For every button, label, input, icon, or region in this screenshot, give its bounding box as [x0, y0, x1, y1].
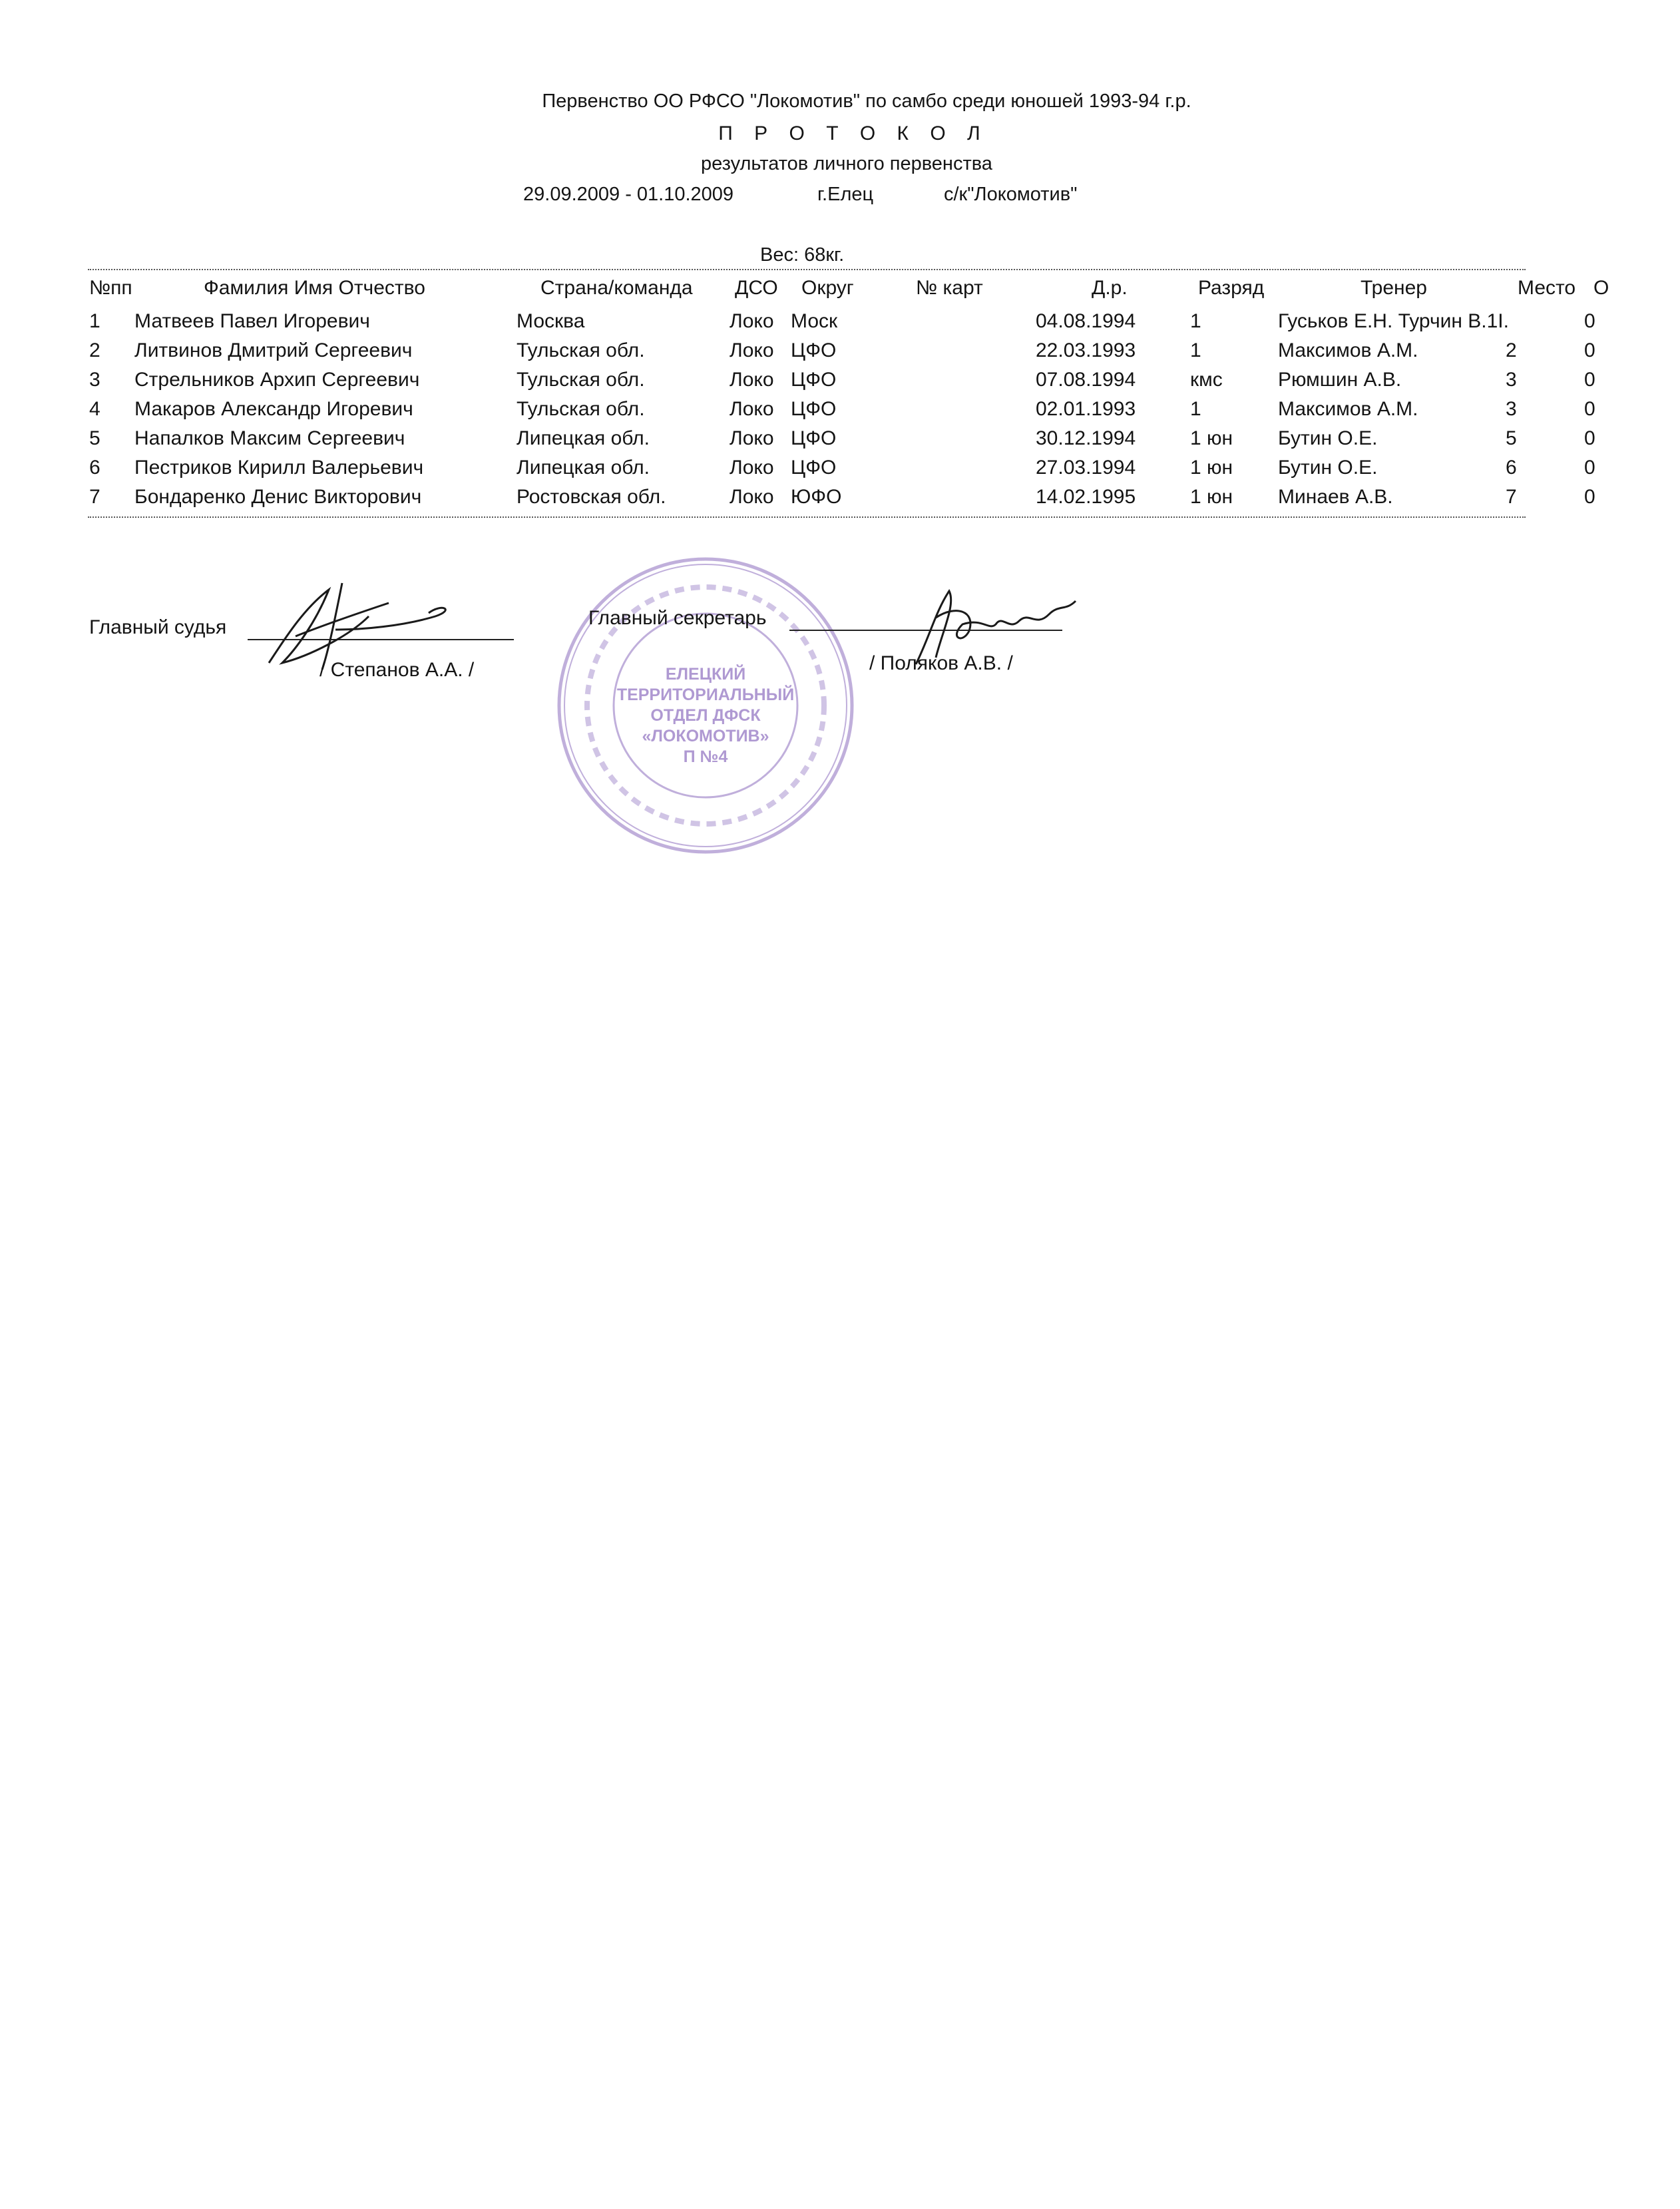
- competition-venue: с/к"Локомотив": [944, 184, 1078, 205]
- chief-judge-name: / Степанов А.А. /: [319, 659, 475, 681]
- athlete-coach: Бутин О.Е.: [1278, 457, 1378, 479]
- athlete-dso: Локо: [730, 486, 774, 508]
- athlete-o: 0: [1584, 398, 1595, 420]
- col-place: Место: [1518, 277, 1576, 299]
- athlete-o: 0: [1584, 369, 1595, 391]
- athlete-dob: 14.02.1995: [1036, 486, 1136, 508]
- athlete-name: Стрельников Архип Сергеевич: [134, 369, 420, 391]
- athlete-team: Тульская обл.: [517, 398, 645, 420]
- athlete-o: 0: [1584, 486, 1595, 508]
- athlete-dso: Локо: [730, 369, 774, 391]
- athlete-dso: Локо: [730, 457, 774, 479]
- athlete-dso: Локо: [730, 310, 774, 332]
- athlete-place: 3: [1506, 369, 1517, 391]
- col-name: Фамилия Имя Отчество: [204, 277, 425, 299]
- athlete-place: 2: [1506, 339, 1517, 361]
- col-okrug: Округ: [801, 277, 854, 299]
- col-coach: Тренер: [1361, 277, 1427, 299]
- athlete-okrug: ЦФО: [791, 339, 837, 361]
- athlete-rank: 1 юн: [1190, 457, 1233, 479]
- athlete-okrug: ЦФО: [791, 427, 837, 449]
- athlete-dso: Локо: [730, 398, 774, 420]
- athlete-okrug: ЦФО: [791, 369, 837, 391]
- weight-category: Вес: 68кг.: [760, 244, 845, 266]
- row-number: 1: [89, 310, 101, 332]
- row-number: 3: [89, 369, 101, 391]
- athlete-okrug: ЮФО: [791, 486, 842, 508]
- table-row: [0, 457, 1680, 486]
- athlete-place: 7: [1506, 486, 1517, 508]
- athlete-dso: Локо: [730, 427, 774, 449]
- athlete-coach: Рюмшин А.В.: [1278, 369, 1402, 391]
- table-row: [0, 369, 1680, 398]
- athlete-dob: 30.12.1994: [1036, 427, 1136, 449]
- athlete-rank: 1 юн: [1190, 427, 1233, 449]
- col-o: О: [1593, 277, 1609, 299]
- athlete-okrug: ЦФО: [791, 398, 837, 420]
- col-rank: Разряд: [1198, 277, 1265, 299]
- chief-secretary-label: Главный секретарь: [588, 607, 767, 629]
- table-row: [0, 310, 1680, 339]
- athlete-name: Напалков Максим Сергеевич: [134, 427, 405, 449]
- competition-dates: 29.09.2009 - 01.10.2009: [523, 184, 734, 205]
- athlete-dob: 27.03.1994: [1036, 457, 1136, 479]
- athlete-place: 5: [1506, 427, 1517, 449]
- athlete-name: Литвинов Дмитрий Сергеевич: [134, 339, 413, 361]
- chief-secretary-name: / Поляков А.В. /: [869, 652, 1013, 674]
- athlete-team: Тульская обл.: [517, 339, 645, 361]
- athlete-coach: Минаев А.В.: [1278, 486, 1393, 508]
- athlete-rank: 1: [1190, 339, 1201, 361]
- athlete-place: 6: [1506, 457, 1517, 479]
- athlete-name: Бондаренко Денис Викторович: [134, 486, 422, 508]
- athlete-rank: 1: [1190, 398, 1201, 420]
- protocol-title: П Р О Т О К О Л: [718, 122, 988, 144]
- athlete-okrug: ЦФО: [791, 457, 837, 479]
- athlete-rank: кмс: [1190, 369, 1223, 391]
- athlete-o: 0: [1584, 310, 1595, 332]
- athlete-rank: 1: [1190, 310, 1201, 332]
- athlete-o: 0: [1584, 457, 1595, 479]
- row-number: 2: [89, 339, 101, 361]
- table-bottom-divider: [88, 516, 1526, 518]
- athlete-dob: 22.03.1993: [1036, 339, 1136, 361]
- athlete-team: Липецкая обл.: [517, 457, 650, 479]
- stamp-line-3: ОТДЕЛ ДФСК: [650, 706, 761, 725]
- table-row: [0, 486, 1680, 515]
- competition-city: г.Елец: [817, 184, 874, 205]
- athlete-rank: 1 юн: [1190, 486, 1233, 508]
- row-number: 5: [89, 427, 101, 449]
- athlete-place: 3: [1506, 398, 1517, 420]
- athlete-o: 0: [1584, 427, 1595, 449]
- chief-judge-label: Главный судья: [89, 616, 227, 638]
- protocol-subtitle: результатов личного первенства: [701, 153, 992, 174]
- stamp-line-5: П №4: [683, 747, 728, 766]
- athlete-team: Тульская обл.: [517, 369, 645, 391]
- stamp-line-1: ЕЛЕЦКИЙ: [665, 665, 746, 684]
- athlete-coach: Максимов А.М.: [1278, 398, 1418, 420]
- row-number: 7: [89, 486, 101, 508]
- stamp-line-4: «ЛОКОМОТИВ»: [642, 727, 769, 745]
- col-dso: ДСО: [735, 277, 778, 299]
- table-row: [0, 427, 1680, 457]
- row-number: 4: [89, 398, 101, 420]
- table-row: [0, 398, 1680, 427]
- row-number: 6: [89, 457, 101, 479]
- athlete-dso: Локо: [730, 339, 774, 361]
- athlete-team: Ростовская обл.: [517, 486, 666, 508]
- stamp-text-block: [552, 552, 859, 859]
- athlete-name: Макаров Александр Игоревич: [134, 398, 413, 420]
- athlete-okrug: Моск: [791, 310, 838, 332]
- col-num: №пп: [89, 277, 132, 299]
- athlete-coach: Бутин О.Е.: [1278, 427, 1378, 449]
- athlete-dob: 07.08.1994: [1036, 369, 1136, 391]
- col-dob: Д.р.: [1092, 277, 1128, 299]
- athlete-name: Матвеев Павел Игоревич: [134, 310, 370, 332]
- athlete-coach: Максимов А.М.: [1278, 339, 1418, 361]
- header-divider: [88, 269, 1526, 270]
- athlete-name: Пестриков Кирилл Валерьевич: [134, 457, 424, 479]
- table-row: [0, 339, 1680, 369]
- athlete-dob: 04.08.1994: [1036, 310, 1136, 332]
- athlete-dob: 02.01.1993: [1036, 398, 1136, 420]
- athlete-team: Липецкая обл.: [517, 427, 650, 449]
- athlete-o: 0: [1584, 339, 1595, 361]
- stamp-line-2: ТЕРРИТОРИАЛЬНЫЙ: [616, 686, 795, 704]
- athlete-team: Москва: [517, 310, 585, 332]
- col-team: Страна/команда: [540, 277, 693, 299]
- competition-title: Первенство ОО РФСО "Локомотив" по самбо среди юношей 1993-94 г.р.: [542, 91, 1191, 112]
- col-card: № карт: [916, 277, 983, 299]
- athlete-coach: Гуськов Е.Н. Турчин В.1I.: [1278, 310, 1509, 332]
